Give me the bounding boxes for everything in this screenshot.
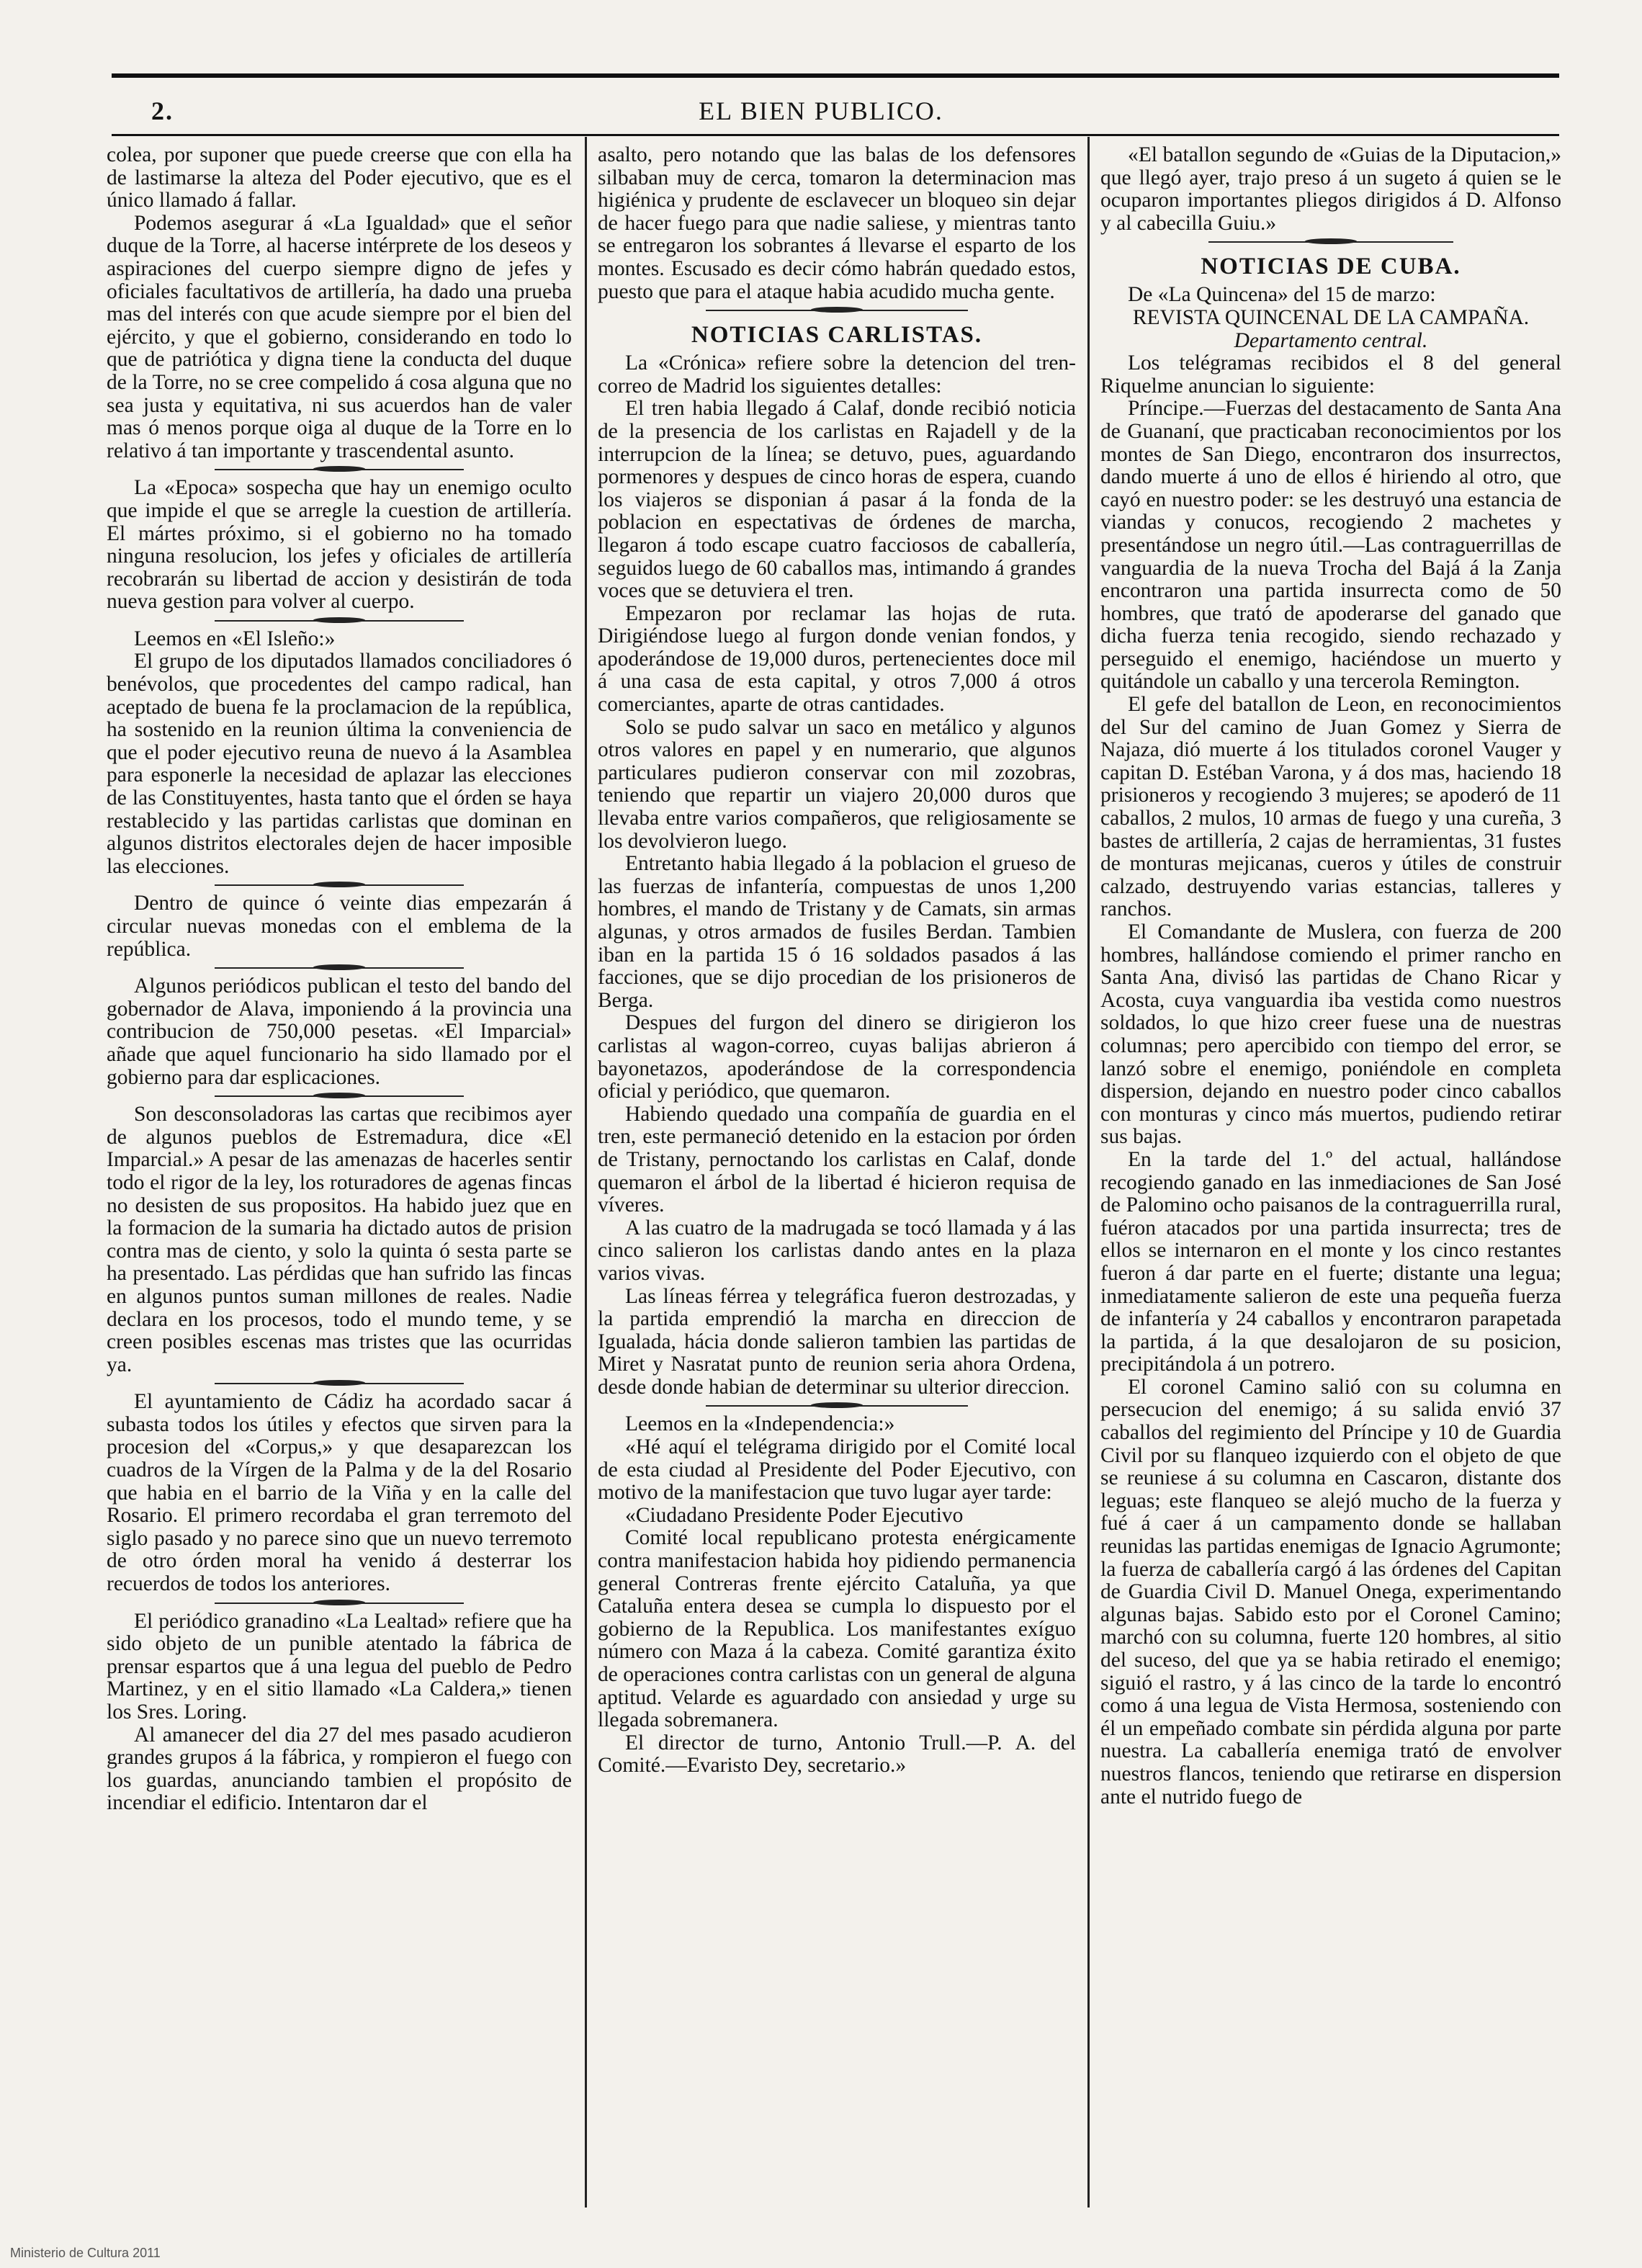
separator-ornament [107, 462, 572, 477]
article-paragraph: La «Epoca» sospecha que hay un enemigo oculto que impide el que se arregle la cuestion de artillería. El mártes próximo, si el gobierno no ha tomado ninguna resolucion, los jefes y oficiales de artillería recobrarán su libertad de accion y desistirán de toda nueva gestion para volver al cuerpo. [107, 476, 572, 614]
column-2 [598, 144, 1076, 2182]
section-heading-cuba-news: NOTICIAS DE CUBA. [1201, 254, 1461, 280]
subheading-campaign-review: REVISTA QUINCENAL DE LA CAMPAÑA. [1132, 305, 1530, 329]
column-1 [107, 144, 572, 2182]
masthead-rule-bottom [112, 134, 1559, 136]
article-paragraph: El tren habia llegado á Calaf, donde recibió noticia de la presencia de los carlistas en Rajadell y de la interrupcion de la línea; se detuvo, pues, aguardando pormenores y despues de cinco horas de espera, cuando los viajeros se disponian á pasar á la fonda de la poblacion en espectativas de órdenes de marcha, llegaron á todo escape cuatro facciosos de caballería, seguidos luego de 60 caballos mas, intimando á grandes voces que se detuviera el tren. [598, 397, 1076, 603]
separator-ornament [107, 878, 572, 892]
article-paragraph: Las líneas férrea y telegráfica fueron destrozadas, y la partida emprendió la marcha en direccion de Igualada, hácia donde salieron tambien las partidas de Miret y Nasratat punto de reunion seria ahora Ordena, desde donde habian de determinar su ulterior direccion. [598, 1284, 1076, 1399]
page-number: 2. [151, 97, 174, 125]
article-paragraph: Podemos asegurar á «La Igualdad» que el señor duque de la Torre, al hacerse intérprete de los deseos y aspiraciones del cuerpo siempre digno de jefes y oficiales facultativos de artillería, ha dado una prueba mas del interés con que acude siempre por el bien del ejército, y que el gobierno, considerando en todo lo que de patriótica y digna tiene la conducta del duque de la Torre, no se cree compelido á cosa alguna que no sea justa y equitativa, ni sus acuerdos han de valer mas ó menos porque oiga al duque de la Torre en lo relativo á tan importante y trascendental asunto. [107, 211, 572, 462]
article-paragraph: Comité local republicano protesta enérgicamente contra manifestacion habida hoy pidiendo permanencia general Contreras frente ejército Cataluña, ya que Cataluña entera desea se cumpla lo dispuesto por el gobierno de la Republica. Los manifestantes exíguo número con Maza á la cabeza. Comité garantiza éxito de operaciones contra carlistas con un general de alguna aptitud. Velarde es aguardado con ansiedad y urge su llegada sobremanera. [598, 1526, 1076, 1732]
article-paragraph: Son desconsoladoras las cartas que recibimos ayer de algunos pueblos de Estremadura, dice «El Imparcial.» A pesar de las amenazas de hacerles sentir todo el rigor de la ley, los roturadores de agenas fincas no desisten de sus propositos. Ha habido juez que en la formacion de la sumaria ha dictado autos de prision contra mas de ciento, y solo la quinta ó sesta parte se ha presentado. Las pérdidas que han sufrido las fincas en algunos puntos suman millones de reales. Nadie declara en los procesos, todo el mundo teme, y se creen posibles escenas mas tristes que las ocurridas ya. [107, 1103, 572, 1376]
separator-ornament [107, 614, 572, 628]
article-paragraph: En la tarde del 1.º del actual, hallándose recogiendo ganado en las inmediaciones de San José de Palomino ocho paisanos de la contraguerrilla rural, fuéron atacados por una partida insurrecta; tres de ellos se internaron en el monte y los cinco restantes fueron á dar parte en el fuerte; distante una legua; inmediatamente salieron de este una pequeña fuerza de infantería y 24 caballos y encontraron parapetada la partida, á la que desalojaron de su posicion, precipitándola á un potrero. [1100, 1147, 1561, 1376]
article-paragraph: El periódico granadino «La Lealtad» refiere que ha sido objeto de un punible atentado la fábrica de prensar espartos que á una legua del pueblo de Pedro Martinez, y en el sitio llamado «La Caldera,» tienen los Sres. Loring. [107, 1609, 572, 1724]
article-paragraph: La «Crónica» refiere sobre la detencion del tren-correo de Madrid los siguientes detalles: [598, 351, 1076, 398]
article-paragraph: «El batallon segundo de «Guias de la Diputacion,» que llegó ayer, trajo preso á un sugeto á quien se le ocuparon importantes pliegos dirigidos á D. Alfonso y al cabecilla Guiu.» [1100, 144, 1561, 235]
article-paragraph: Dentro de quince ó veinte dias empezarán á circular nuevas monedas con el emblema de la república. [107, 892, 572, 961]
article-paragraph: Despues del furgon del dinero se dirigieron los carlistas al wagon-correo, cuyas balijas abrieron á bayonetazos, apoderándose de la correspondencia oficial y periódico, que quemaron. [598, 1011, 1076, 1103]
separator-ornament [107, 1089, 572, 1103]
column-divider-2 [1087, 137, 1090, 2208]
article-paragraph: Habiendo quedado una compañía de guardia en el tren, este permaneció detenido en la estacion por órden de Tristany, pernoctando los carlistas en Calaf, donde quemaron el árbol de la libertad é hicieron requisa de víveres. [598, 1102, 1076, 1217]
article-paragraph: Empezaron por reclamar las hojas de ruta. Dirigiéndose luego al furgon donde venian fondos, y apoderándose de 19,000 duros, pertenecientes doce mil á una casa de esta capital, y otros 7,000 á otros comerciantes, aparte de otras cantidades. [598, 601, 1076, 717]
article-paragraph: A las cuatro de la madrugada se tocó llamada y á las cinco salieron los carlistas dando antes en la plaza varios vivas. [598, 1216, 1076, 1285]
archive-credit: Ministerio de Cultura 2011 [10, 2246, 161, 2260]
separator-ornament [107, 961, 572, 975]
article-paragraph: colea, por suponer que puede creerse que con ella ha de lastimarse la alteza del Poder ejecutivo, que es el único llamado á fallar. [107, 144, 572, 212]
subheading-department: Departamento central. [1234, 328, 1428, 352]
article-paragraph: Leemos en la «Independencia:» [625, 1412, 895, 1436]
article-paragraph: asalto, pero notando que las balas de los defensores silbaban muy de cerca, tomaron la determinacion mas higiénica y prudente de esclavecer un bloqueo sin dejar de hacer fuego para que nadie saliese, y mientras tanto se entregaron los sobrantes á llevarse el esparto de los montes. Escusado es decir cómo habrán quedado estos, puesto que para el ataque habia acudido mucha gente. [598, 144, 1076, 303]
article-paragraph: Leemos en «El Isleño:» [134, 627, 336, 650]
separator-ornament [1100, 235, 1561, 249]
article-paragraph: El gefe del batallon de Leon, en reconocimientos del Sur del camino de Juan Gomez y Sierra de Najaza, dió muerte á los titulados coronel Vauger y capitan D. Estéban Varona, y á dos mas, haciendo 18 prisioneros y recogiendo 3 mujeres; se apoderó de 11 caballos, 2 mulos, 10 armas de fuego y una cureña, 3 bastes de artillería, 2 cajas de herramientas, 31 fustes de monturas mejicanas, cueros y útiles de construir calzado, destruyendo varias estancias, talleres y ranchos. [1100, 693, 1561, 921]
article-paragraph: El coronel Camino salió con su columna en persecucion del enemigo; á su salida envió 37 caballos del regimiento del Príncipe y 10 de Guardia Civil por su flanqueo izquierdo con el objeto de que se reuniese á su columna en Cascaron, distante dos leguas; este flanqueo se alejó mucho de la fuerza y fué á caer á un campamento donde se hallaban reunidas las partidas enemigas de Ignacio Agrumonte; la fuerza de caballería cargó á las órdenes del Capitan de Guardia Civil D. Manuel Onega, experimentando algunas bajas. Sabido esto por el Coronel Camino; marchó con su columna, fuerte 120 hombres, al sitio del suceso, del que ya se habia retirado el enemigo; siguió el rastro, y á las cinco de la tarde lo encontró como á una legua de Vista Hermosa, sosteniendo con él un empeñado combate sin pérdida alguna por parte nuestra. La caballería enemiga trató de envolver nuestros flancos, teniendo que retirarse en dispersion ante el nutrido fuego de [1100, 1375, 1561, 1808]
separator-ornament [107, 1596, 572, 1610]
newspaper-title: EL BIEN PUBLICO. [699, 97, 943, 125]
article-paragraph: «Hé aquí el telégrama dirigido por el Comité local de esta ciudad al Presidente del Poder Ejecutivo, con motivo de la manifestacion que tuvo lugar ayer tarde: [598, 1435, 1076, 1505]
masthead-rule-top [112, 73, 1559, 78]
article-paragraph: El grupo de los diputados llamados conciliadores ó benévolos, que procedentes del campo radical, han aceptado de buena fe la proclamacion de la república, ha sostenido en la reunion última la conveniencia de que el poder ejecutivo reuna de nuevo á la Asamblea para esponerle la necesidad de aplazar las elecciones de las Constituyentes, hasta tanto que el órden se haya restablecido y las partidas carlistas que dominan en algunos distritos electorales dejen de hacer imposible las elecciones. [107, 650, 572, 878]
article-paragraph: De «La Quincena» del 15 de marzo: [1128, 283, 1436, 307]
separator-ornament [598, 1399, 1076, 1413]
separator-ornament [598, 303, 1076, 318]
article-paragraph: El Comandante de Muslera, con fuerza de 200 hombres, hallándose comiendo el primer rancho en Santa Ana, divisó las partidas de Chano Ricar y Acosta, cuya vanguardia iba vestida como nuestros soldados, lo que hizo creer fuese una de nuestras columnas; pero apercibido con tiempo del error, se lanzó sobre el enemigo, poniéndole en completa dispersion, dejando en nuestro poder cinco caballos con monturas y cinco más muertos, pudiendo retirar sus bajas. [1100, 920, 1561, 1149]
article-paragraph: Al amanecer del dia 27 del mes pasado acudieron grandes grupos á la fábrica, y rompieron el fuego con los guardas, anunciando tambien el propósito de incendiar el edificio. Intentaron dar el [107, 1723, 572, 1815]
article-paragraph: Príncipe.—Fuerzas del destacamento de Santa Ana de Guananí, que practicaban reconocimientos por los montes de San Diego, encontraron dos insurrectos, dando muerte á uno de ellos é hiriendo al otro, que cayó en nuestro poder: se les destruyó una estancia de viandas y conucos, recogiendo 2 machetes y presentándose un negro útil.—Las contraguerrillas de vanguardia de la nueva Trocha del Bajá á la Zanja encontraron una partida insurrecta como de 50 hombres, que trató de apoderarse del ganado que dicha fuerza tenia recogido, siendo rechazado y perseguido el enemigo, haciéndose un muerto y quitándole un caballo y una tercerola Remington. [1100, 397, 1561, 694]
separator-ornament [107, 1376, 572, 1391]
article-paragraph: Solo se pudo salvar un saco en metálico y algunos otros valores en papel y en numerario, que algunos particulares pudieron conservar con mil zozobras, teniendo que repartir un viajero 20,000 duros que llevaba entre varios compañeros, que religiosamente se los devolvieron luego. [598, 715, 1076, 853]
article-paragraph: El director de turno, Antonio Trull.—P. A. del Comité.—Evaristo Dey, secretario.» [598, 1731, 1076, 1778]
article-paragraph: El ayuntamiento de Cádiz ha acordado sacar á subasta todos los útiles y efectos que sirven para la procesion del «Corpus,» y que desaparezcan los cuadros de la Vírgen de la Palma y de la del Rosario que habia en el barrio de la Viña y en la calle del Rosario. El primero recordaba el gran terremoto del siglo pasado y no parece sino que un nuevo terremoto de otro órden moral ha venido á desterrar los recuerdos de todos los anteriores. [107, 1390, 572, 1596]
article-paragraph: «Ciudadano Presidente Poder Ejecutivo [625, 1503, 964, 1527]
article-paragraph: Algunos periódicos publican el testo del bando del gobernador de Alava, imponiendo á la provincia una contribucion de 750,000 pesetas. «El Imparcial» añade que aquel funcionario ha sido llamado por el gobierno para dar esplicaciones. [107, 974, 572, 1089]
article-paragraph: Entretanto habia llegado á la poblacion el grueso de las fuerzas de infantería, compuestas de unos 1,200 hombres, el mando de Tristany y de Camats, sin armas algunas, y otros armados de fusiles Berdan. Tambien iban en la partida 15 ó 16 soldados pasados á las facciones, que se dijo procedian de los prisioneros de Berga. [598, 852, 1076, 1012]
section-heading-carlist-news: NOTICIAS CARLISTAS. [691, 322, 983, 349]
column-3 [1100, 144, 1561, 2182]
column-divider-1 [585, 137, 587, 2208]
article-paragraph: Los telégramas recibidos el 8 del general Riquelme anuncian lo siguiente: [1100, 351, 1561, 398]
